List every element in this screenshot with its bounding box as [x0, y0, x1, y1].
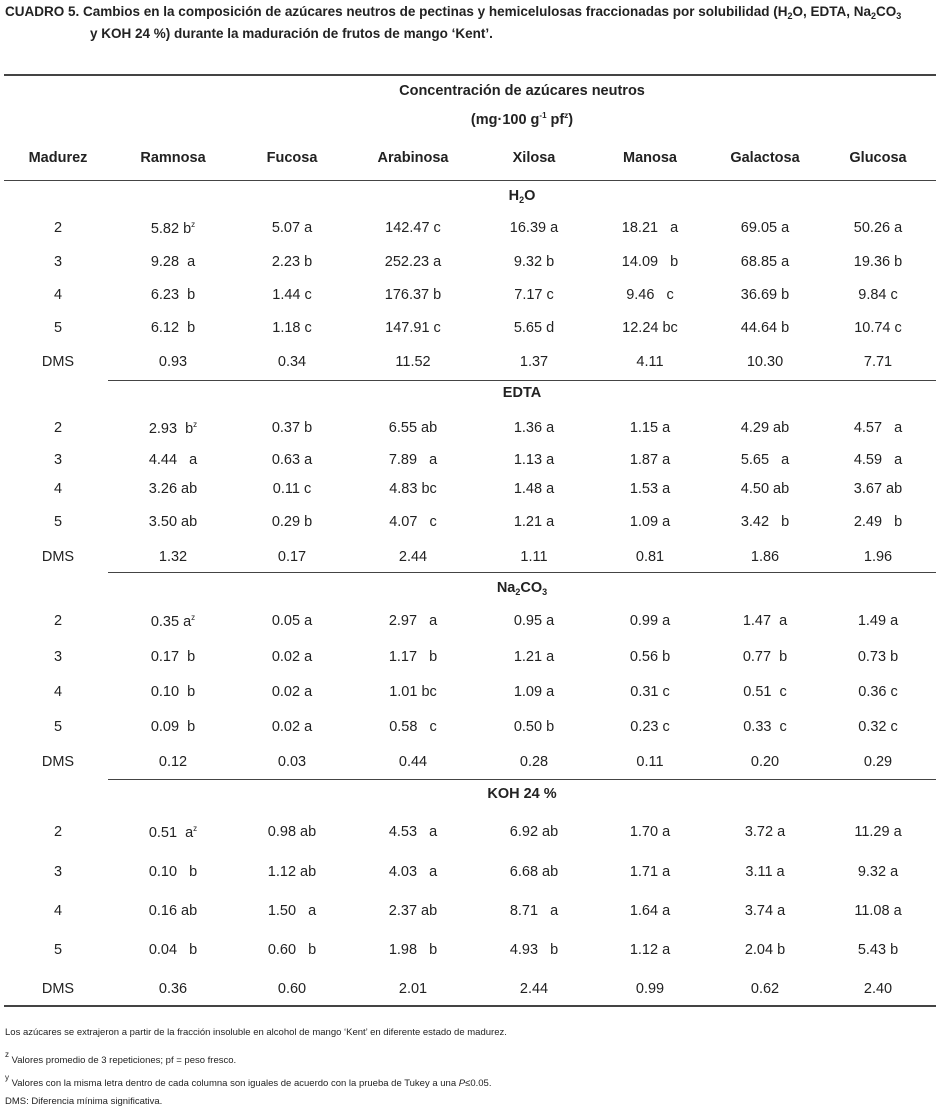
table-cell: 6.55 ab — [388, 420, 438, 436]
note-dms: DMS: Diferencia mínima significativa. — [5, 1096, 163, 1107]
table-cell: 9.84 c — [858, 287, 898, 303]
table-cell: 1.64 a — [629, 903, 671, 919]
table-cell: 0.05 a — [271, 613, 313, 629]
table-cell: 0.02 a — [271, 684, 313, 700]
table-cell: 1.96 — [863, 549, 893, 565]
table-cell: 0.32 c — [858, 719, 898, 735]
table-cell: 4.57 a — [853, 420, 903, 436]
madurez-cell: 3 — [53, 452, 63, 468]
column-header-fucosa: Fucosa — [266, 150, 318, 166]
table-cell: 0.23 c — [630, 719, 670, 735]
note-extraction: Los azúcares se extrajeron a partir de la fracción insoluble en alcohol de mango ‘Kent’ en diferente estado de madurez. — [5, 1027, 507, 1038]
table-cell: 44.64 b — [740, 320, 790, 336]
madurez-cell: DMS — [41, 981, 75, 997]
madurez-cell: DMS — [41, 354, 75, 370]
madurez-cell: 4 — [53, 903, 63, 919]
table-cell: 0.99 — [635, 981, 665, 997]
madurez-cell: 5 — [53, 320, 63, 336]
table-cell: 0.16 ab — [148, 903, 198, 919]
table-cell: 0.20 — [750, 754, 780, 770]
table-cell: 1.47 a — [742, 613, 788, 629]
table-cell: 0.37 b — [271, 420, 313, 436]
table-cell: 9.32 b — [513, 254, 555, 270]
table-cell: 0.03 — [277, 754, 307, 770]
table-cell: 1.50 a — [267, 903, 317, 919]
table-cell: 1.18 c — [272, 320, 312, 336]
table-cell: 0.29 — [863, 754, 893, 770]
table-cell: 2.44 — [519, 981, 549, 997]
table-cell: 7.89 a — [388, 452, 438, 468]
table-cell: 0.60 b — [267, 942, 317, 958]
table-cell: 1.01 bc — [389, 684, 437, 700]
table-cell: 5.82 $b^z$ — [150, 220, 196, 237]
madurez-cell: 5 — [53, 719, 63, 735]
table-cell: 1.98 b — [388, 942, 438, 958]
table-cell: 0.77 b — [742, 649, 788, 665]
table-cell: 4.07 c — [389, 514, 437, 530]
table-cell: 1.87 a — [629, 452, 671, 468]
column-header-madurez: Madurez — [28, 150, 88, 166]
column-header-glucosa: Glucosa — [849, 150, 907, 166]
madurez-cell: 4 — [53, 481, 63, 497]
units-label: (mg·100 $g^{-1}$ $pf^z$) — [470, 111, 574, 128]
madurez-cell: 5 — [53, 514, 63, 530]
table-cell: 0.60 — [277, 981, 307, 997]
table-cell: 2.44 — [398, 549, 428, 565]
table-cell: 4.29 ab — [740, 420, 790, 436]
table-cell: 9.46 c — [626, 287, 674, 303]
table-cell: 1.12 a — [629, 942, 671, 958]
table-cell: 0.17 — [277, 549, 307, 565]
column-header-ramnosa: Ramnosa — [140, 150, 206, 166]
column-header-arabinosa: Arabinosa — [377, 150, 449, 166]
table-cell: 4.93 b — [509, 942, 559, 958]
section-divider — [108, 572, 936, 573]
table-cell: 0.33 c — [743, 719, 787, 735]
table-cell: 176.37 b — [384, 287, 442, 303]
table-cell: 10.30 — [746, 354, 784, 370]
table-cell: 1.70 a — [629, 824, 671, 840]
table-cell: 0.63 a — [271, 452, 313, 468]
section-title: $Na_2CO_3$ — [496, 580, 548, 597]
table-cell: 0.10 b — [148, 864, 198, 880]
table-cell: 147.91 c — [385, 320, 441, 336]
section-divider — [108, 380, 936, 381]
table-cell: 0.98 ab — [267, 824, 317, 840]
table-cell: 0.58 c — [389, 719, 437, 735]
table-cell: 18.21 a — [621, 220, 679, 236]
table-cell: 0.11 — [636, 754, 664, 770]
table-cell: 1.12 ab — [267, 864, 317, 880]
table-cell: 0.50 b — [513, 719, 555, 735]
table-cell: 1.09 a — [513, 684, 555, 700]
table-cell: 4.44 a — [148, 452, 198, 468]
table-cell: 0.12 — [158, 754, 188, 770]
madurez-cell: 3 — [53, 254, 63, 270]
table-cell: 4.50 ab — [740, 481, 790, 497]
table-cell: 0.29 b — [271, 514, 313, 530]
section-title: EDTA — [502, 385, 542, 401]
table-cell: 3.26 ab — [148, 481, 198, 497]
table-cell: 5.65 d — [513, 320, 555, 336]
table-cell: 7.17 c — [514, 287, 554, 303]
table-cell: 2.37 ab — [388, 903, 438, 919]
table-cell: 142.47 c — [385, 220, 441, 236]
madurez-cell: 2 — [53, 220, 63, 236]
table-cell: 1.17 b — [388, 649, 438, 665]
table-cell: 1.15 a — [629, 420, 671, 436]
table-cell: 50.26 a — [853, 220, 903, 236]
madurez-cell: DMS — [41, 549, 75, 565]
table-cell: 252.23 a — [384, 254, 442, 270]
table-cell: 7.71 — [863, 354, 893, 370]
table-cell: 9.32 a — [857, 864, 899, 880]
table-cell: 1.21 a — [513, 514, 555, 530]
table-cell: 4.11 — [636, 354, 664, 370]
table-cell: 3.11 a — [745, 864, 785, 880]
table-cell: 2.40 — [863, 981, 893, 997]
note-y: $^y$ Valores con la misma letra dentro de cada columna son iguales de acuerdo con la prueba de Tukey a una P≤0.05. — [5, 1073, 492, 1089]
table-cell: 0.51 c — [743, 684, 787, 700]
caption-line1: Cambios en la composición de azúcares neutros de pectinas y hemicelulosas fraccionadas por solubilidad ($H_2O$, EDTA, $Na_2CO_3$ — [83, 4, 902, 21]
table-cell: 4.83 bc — [389, 481, 437, 497]
table-cell: 4.53 a — [388, 824, 438, 840]
table-cell: 4.03 a — [388, 864, 438, 880]
table-caption — [5, 3, 937, 42]
table-cell: 1.86 — [750, 549, 780, 565]
top-rule — [4, 74, 936, 76]
table-cell: 5.07 a — [271, 220, 313, 236]
table-cell: 0.95 a — [513, 613, 555, 629]
table-cell: 11.08 a — [854, 903, 902, 919]
madurez-cell: 5 — [53, 942, 63, 958]
madurez-cell: 2 — [53, 420, 63, 436]
table-cell: 1.11 — [520, 549, 548, 565]
table-cell: 0.04 b — [148, 942, 198, 958]
table-cell: 6.92 ab — [509, 824, 559, 840]
table-cell: 1.32 — [158, 549, 188, 565]
table-cell: 6.12 b — [150, 320, 196, 336]
table-cell: 0.35 $a^z$ — [150, 613, 196, 630]
table-cell: 0.44 — [398, 754, 428, 770]
table-cell: 1.49 a — [857, 613, 899, 629]
table-cell: 0.02 a — [271, 719, 313, 735]
table-cell: 2.93 $b^z$ — [148, 420, 198, 437]
table-cell: 0.34 — [277, 354, 307, 370]
table-cell: 14.09 b — [621, 254, 679, 270]
table-cell: 69.05 a — [740, 220, 790, 236]
table-cell: 3.50 ab — [148, 514, 198, 530]
table-cell: 3.42 b — [740, 514, 790, 530]
table-cell: 19.36 b — [853, 254, 903, 270]
table-cell: 6.68 ab — [509, 864, 559, 880]
caption-label: CUADRO 5. — [5, 4, 80, 19]
table-cell: 11.29 a — [854, 824, 902, 840]
note-z: $^z$ Valores promedio de 3 repeticiones; pf = peso fresco. — [5, 1050, 237, 1066]
table-cell: 12.24 bc — [622, 320, 678, 336]
caption-line2: y KOH 24 %) durante la maduración de frutos de mango ‘Kent’. — [90, 26, 493, 41]
madurez-cell: 3 — [53, 864, 63, 880]
table-cell: 1.53 a — [629, 481, 671, 497]
table-cell: 1.09 a — [629, 514, 671, 530]
table-cell: 1.71 a — [629, 864, 671, 880]
table-cell: 2.23 b — [271, 254, 313, 270]
table-cell: 8.71 a — [509, 903, 559, 919]
table-cell: 0.02 a — [271, 649, 313, 665]
table-cell: 5.65 a — [740, 452, 790, 468]
table-cell: 0.51 $a^z$ — [148, 824, 198, 841]
table-cell: 2.01 — [398, 981, 428, 997]
table-cell: 2.04 b — [744, 942, 786, 958]
table-cell: 1.44 c — [272, 287, 312, 303]
section-title: $H_2O$ — [508, 188, 536, 205]
madurez-cell: 4 — [53, 684, 63, 700]
table-cell: 0.99 a — [629, 613, 671, 629]
table-cell: 0.36 — [158, 981, 188, 997]
madurez-cell: DMS — [41, 754, 75, 770]
table-cell: 1.21 a — [513, 649, 555, 665]
table-cell: 0.36 c — [858, 684, 898, 700]
table-cell: 11.52 — [395, 354, 431, 370]
madurez-cell: 3 — [53, 649, 63, 665]
table-cell: 3.67 ab — [853, 481, 903, 497]
table-cell: 0.17 b — [150, 649, 196, 665]
table-cell: 1.13 a — [513, 452, 555, 468]
table-cell: 3.74 a — [744, 903, 786, 919]
table-cell: 2.97 a — [388, 613, 438, 629]
table-cell: 0.09 b — [150, 719, 196, 735]
madurez-cell: 2 — [53, 824, 63, 840]
group-title: Concentración de azúcares neutros — [399, 83, 645, 99]
madurez-cell: 4 — [53, 287, 63, 303]
table-cell: 0.81 — [635, 549, 665, 565]
table-cell: 1.37 — [519, 354, 549, 370]
table-cell: 0.28 — [519, 754, 549, 770]
table-cell: 10.74 c — [854, 320, 902, 336]
table-cell: 0.31 c — [630, 684, 670, 700]
column-header-xilosa: Xilosa — [512, 150, 556, 166]
table-cell: 0.11 c — [272, 481, 312, 497]
table-cell: 2.49 b — [853, 514, 903, 530]
table-cell: 1.36 a — [513, 420, 555, 436]
madurez-cell: 2 — [53, 613, 63, 629]
table-cell: 3.72 a — [744, 824, 786, 840]
table-cell: 0.73 b — [857, 649, 899, 665]
table-cell: 16.39 a — [509, 220, 559, 236]
table-cell: 0.56 b — [629, 649, 671, 665]
table-cell: 6.23 b — [150, 287, 196, 303]
table-cell: 1.48 a — [513, 481, 555, 497]
table-cell: 68.85 a — [740, 254, 790, 270]
table-cell: 4.59 a — [853, 452, 903, 468]
column-header-manosa: Manosa — [623, 150, 677, 166]
header-rule — [4, 180, 936, 181]
table-cell: 0.10 b — [150, 684, 196, 700]
table-cell: 9.28 a — [150, 254, 196, 270]
table-cell: 0.93 — [158, 354, 188, 370]
section-divider — [108, 779, 936, 780]
table-cell: 0.62 — [750, 981, 780, 997]
column-header-galactosa: Galactosa — [730, 150, 800, 166]
table-cell: 5.43 b — [857, 942, 899, 958]
table-cell: 36.69 b — [740, 287, 790, 303]
bottom-rule — [4, 1005, 936, 1007]
section-title: KOH 24 % — [487, 786, 557, 802]
